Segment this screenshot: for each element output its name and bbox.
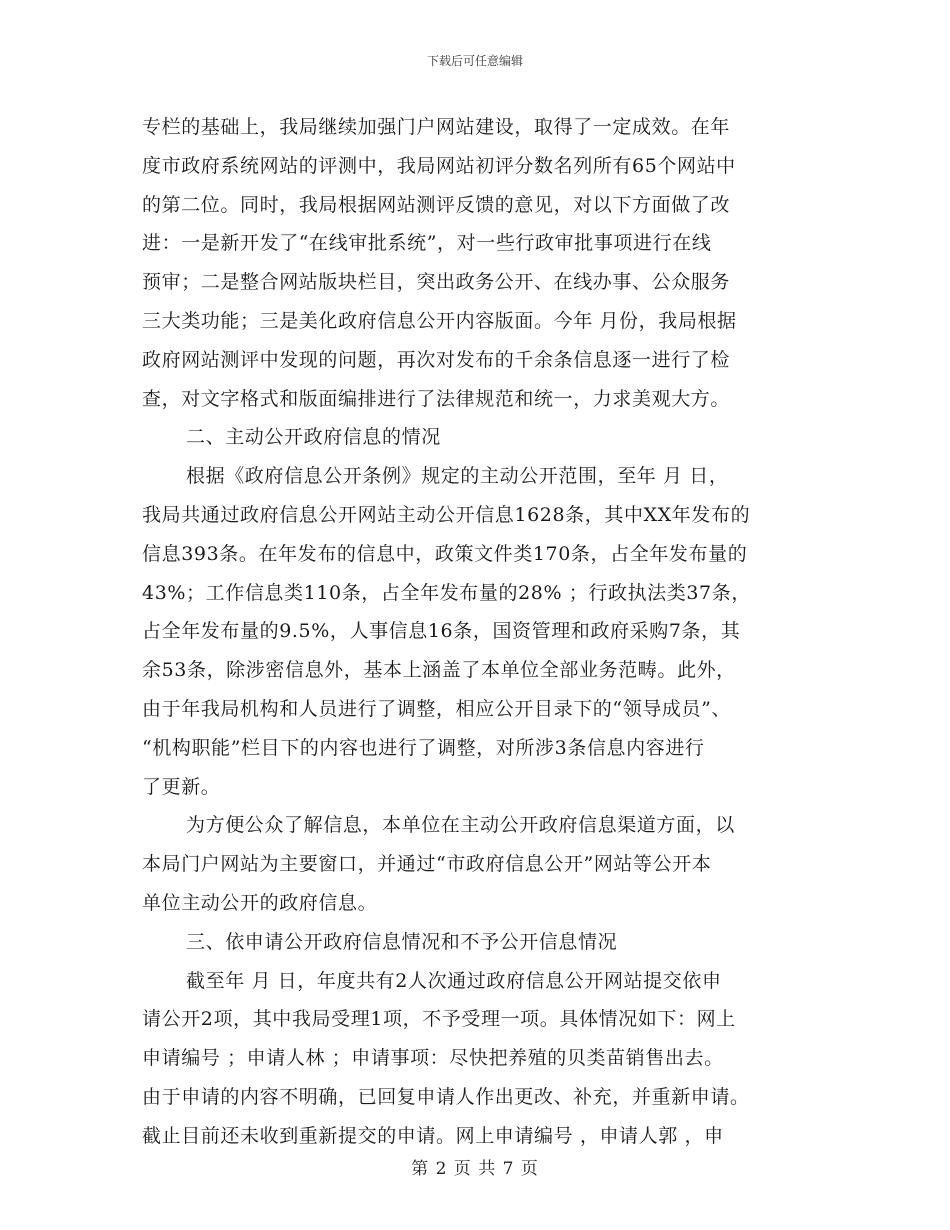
text-line: 由于年我局机构和人员进行了调整，相应公开目录下的“领导成员”、 (142, 697, 732, 720)
text-line: 单位主动公开的政府信息。 (142, 891, 378, 914)
text-line: 请公开2项，其中我局受理1项，不予受理一项。具体情况如下：网上 (142, 1008, 736, 1031)
text-line: 申请编号 ；申请人林 ；申请事项：尽快把养殖的贝类苗销售出去。 (142, 1047, 724, 1070)
text-line: 三、依申请公开政府信息情况和不予公开信息情况 (186, 930, 618, 953)
page-header-note: 下载后可任意编辑 (426, 54, 523, 68)
text-line: 本局门户网站为主要窗口，并通过“市政府信息公开”网站等公开本 (142, 853, 712, 876)
text-line: 占全年发布量的9.5%，人事信息16条，国资管理和政府采购7条，其 (142, 620, 741, 643)
text-line: 度市政府系统网站的评测中，我局网站初评分数名列所有65个网站中 (142, 154, 736, 177)
text-line: 余53条，除涉密信息外，基本上涵盖了本单位全部业务范畴。此外， (142, 659, 736, 682)
text-line: 信息393条。在年发布的信息中，政策文件类170条，占全年发布量的 (142, 542, 748, 565)
page-number: 第 2 页 共 7 页 (411, 1159, 539, 1179)
text-line: 根据《政府信息公开条例》规定的主动公开范围，至年 月 日， (186, 465, 729, 488)
text-line: 查，对文字格式和版面编排进行了法律规范和统一，力求美观大方。 (142, 387, 731, 410)
text-line: 二、主动公开政府信息的情况 (186, 426, 441, 449)
text-line: 我局共通过政府信息公开网站主动公开信息1628条，其中XX年发布的 (142, 503, 751, 526)
text-line: 预审；二是整合网站版块栏目，突出政务公开、在线办事、公众服务 (142, 271, 731, 294)
text-line: 三大类功能；三是美化政府信息公开内容版面。今年 月份，我局根据 (142, 309, 737, 332)
text-line: 进：一是新开发了“在线审批系统”，对一些行政审批事项进行在线 (142, 232, 712, 255)
text-line: 的第二位。同时，我局根据网站测评反馈的意见，对以下方面做了改 (142, 193, 731, 216)
text-line: “机构职能”栏目下的内容也进行了调整，对所涉3条信息内容进行 (142, 736, 705, 759)
text-line: 了更新。 (142, 775, 221, 798)
document-body (142, 108, 808, 1156)
text-line: 政府网站测评中发现的问题，再次对发布的千余条信息逐一进行了检 (142, 348, 731, 371)
text-line: 专栏的基础上，我局继续加强门户网站建设，取得了一定成效。在年 (142, 116, 731, 138)
text-line: 为方便公众了解信息，本单位在主动公开政府信息渠道方面，以 (186, 814, 735, 837)
text-line: 截至年 月 日，年度共有2人次通过政府信息公开网站提交依申 (186, 969, 722, 992)
text-line: 43%；工作信息类110条，占全年发布量的28% ；行政执法类37条， (142, 581, 751, 604)
text-line: 由于申请的内容不明确，已回复申请人作出更改、补充，并重新申请。 (142, 1085, 750, 1108)
text-line: 截止目前还未收到重新提交的申请。网上申请编号 ，申请人郭 ，申 (142, 1124, 724, 1147)
